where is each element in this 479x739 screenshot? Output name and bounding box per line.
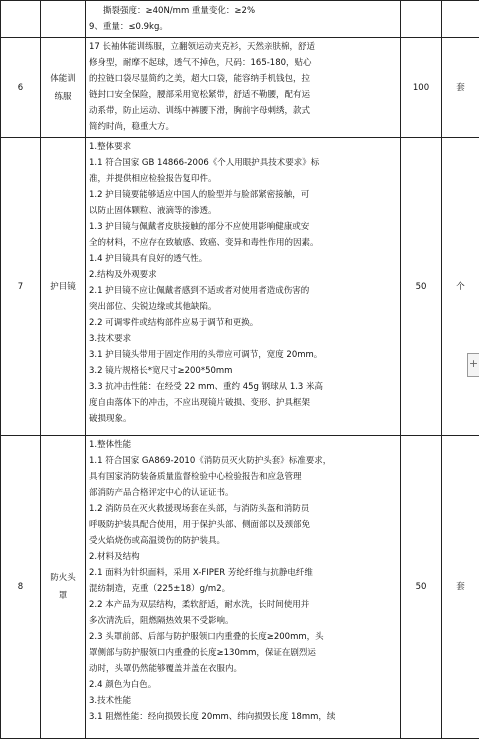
spec-line: 1.整体性能	[89, 437, 397, 453]
unit-cell: 套	[442, 38, 479, 138]
spec-line: 准，并提供相应检验报告复印件。	[89, 171, 397, 187]
unit-cell	[442, 1, 479, 38]
spec-line: 1.2 消防员在灭火救援现场套在头部，与消防头盔和消防员	[89, 501, 397, 517]
spec-line: 多次清洗后，阻燃隔热效果不受影响。	[89, 613, 397, 629]
spec-line: 全的材料，不应存在致敏感、致癌、变异和毒性作用的因素。	[89, 235, 397, 251]
spec-line: 2.2 本产品为双层结构，柔软舒适，耐水洗，长时间使用并	[89, 597, 397, 613]
spec-line: 部消防产品合格评定中心的认证证书。	[89, 485, 397, 501]
spec-line: 2.1 护目镜不应让佩戴者感到不适或者对使用者造成伤害的	[89, 283, 397, 299]
quantity-cell: 50	[401, 436, 442, 739]
item-name-cell	[41, 1, 86, 38]
spec-line: 撕裂强度：≥40N/mm 重量变化：≥2%	[89, 3, 397, 19]
row-number-cell: 6	[1, 38, 41, 138]
spec-line: 2.材料及结构	[89, 549, 397, 565]
spec-line: 2.1 面料为针织面料，采用 X-FIPER 芳纶纤维与抗静电纤维	[89, 565, 397, 581]
spec-line: 3.1 阻燃性能：经向损毁长度 20mm、纬向损毁长度 18mm，续	[89, 709, 397, 725]
row-number-cell: 7	[1, 138, 41, 436]
table-row	[1, 38, 479, 138]
spec-line: 突出部位、尖锐边缘或其他缺陷。	[89, 299, 397, 315]
spec-line: 混纺制造，克重（225±18）g/m2。	[89, 581, 397, 597]
spec-line: 2.2 可调零件或结构部件应易于调节和更换。	[89, 315, 397, 331]
spec-line: 动时，头罩仍然能够覆盖并盖在衣服内。	[89, 661, 397, 677]
row-number-cell: 8	[1, 436, 41, 739]
spec-line: 1.1 符合国家 GB 14866-2006《个人用眼护具技术要求》标	[89, 155, 397, 171]
spec-line: 3.2 镜片规格长*宽尺寸≥200*50mm	[89, 363, 397, 379]
spec-line: 修身型，耐摩不起球，透气不掉色，尺码：165-180，贴心	[89, 55, 397, 71]
unit-cell: 个	[442, 138, 479, 436]
spec-cell	[86, 436, 401, 739]
spec-line: 2.4 颜色为白色。	[89, 677, 397, 693]
add-icon[interactable]: +	[467, 353, 479, 377]
table-row	[1, 1, 479, 38]
spec-line: 3.3 抗冲击性能：在经受 22 mm、重约 45g 钢球从 1.3 米高	[89, 379, 397, 395]
item-name-cell: 防火头罩	[41, 436, 86, 739]
table-row	[1, 138, 479, 436]
spec-line: 1.1 符合国家 GA869-2010《消防员灭火防护头套》标准要求，	[89, 453, 397, 469]
quantity-cell	[401, 1, 442, 38]
spec-line: 1.整体要求	[89, 139, 397, 155]
spec-cell	[86, 38, 401, 138]
spec-line: 3.1 护目镜头带用于固定作用的头带应可调节，宽度 20mm。	[89, 347, 397, 363]
spec-line: 呼吸防护装具配合使用，用于保护头部、侧面部以及颈部免	[89, 517, 397, 533]
spec-line: 简约时尚，稳重大方。	[89, 119, 397, 135]
spec-line: 3.技术要求	[89, 331, 397, 347]
quantity-cell: 100	[401, 38, 442, 138]
spec-line: 度自由落体下的冲击，不应出现镜片破损、变形、护具框架	[89, 395, 397, 411]
table-row	[1, 436, 479, 739]
spec-line: 具有国家消防装备质量监督检验中心检验报告和应急管理	[89, 469, 397, 485]
spec-cell	[86, 138, 401, 436]
spec-line: 2.3 头罩前部、后部与防护服领口内重叠的长度≥200mm，头	[89, 629, 397, 645]
item-name-cell: 体能训练服	[41, 38, 86, 138]
row-number-cell	[1, 1, 41, 38]
spec-line: 受火焰烧伤或高温烫伤的防护装具。	[89, 533, 397, 549]
spec-line: 1.2 护目镜要能够适应中国人的脸型并与脸部紧密接触，可	[89, 187, 397, 203]
spec-line: 的拉链口袋尽显简约之美，超大口袋，能容纳手机钱包，拉	[89, 71, 397, 87]
spec-line: 罩侧部与防护服领口内重叠的长度≥130mm，保证在剧烈运	[89, 645, 397, 661]
item-name-cell: 护目镜	[41, 138, 86, 436]
spec-line: 动系带，防止运动、训练中裤腰下滑，胸前字母刺绣，款式	[89, 103, 397, 119]
spec-line: 3.技术性能	[89, 693, 397, 709]
spec-line: 以防止固体颗粒、液滴等的渗透。	[89, 203, 397, 219]
spec-line: 1.3 护目镜与佩戴者皮肤接触的部分不应使用影响健康或安	[89, 219, 397, 235]
unit-cell: 套	[442, 436, 479, 739]
spec-line: 2.结构及外观要求	[89, 267, 397, 283]
spec-cell	[86, 1, 401, 38]
spec-line: 链封口安全保险，腰部采用宽松紧带，舒适不勒腰，配有运	[89, 87, 397, 103]
spec-line: 17 长袖体能训练服，立翻领运动夹克衫，天然亲肤棉，舒适	[89, 39, 397, 55]
spec-line: 破损现象。	[89, 411, 397, 427]
spec-line: 1.4 护目镜具有良好的透气性。	[89, 251, 397, 267]
spec-line: 9、重量：≤0.9kg。	[89, 19, 397, 35]
quantity-cell: 50	[401, 138, 442, 436]
